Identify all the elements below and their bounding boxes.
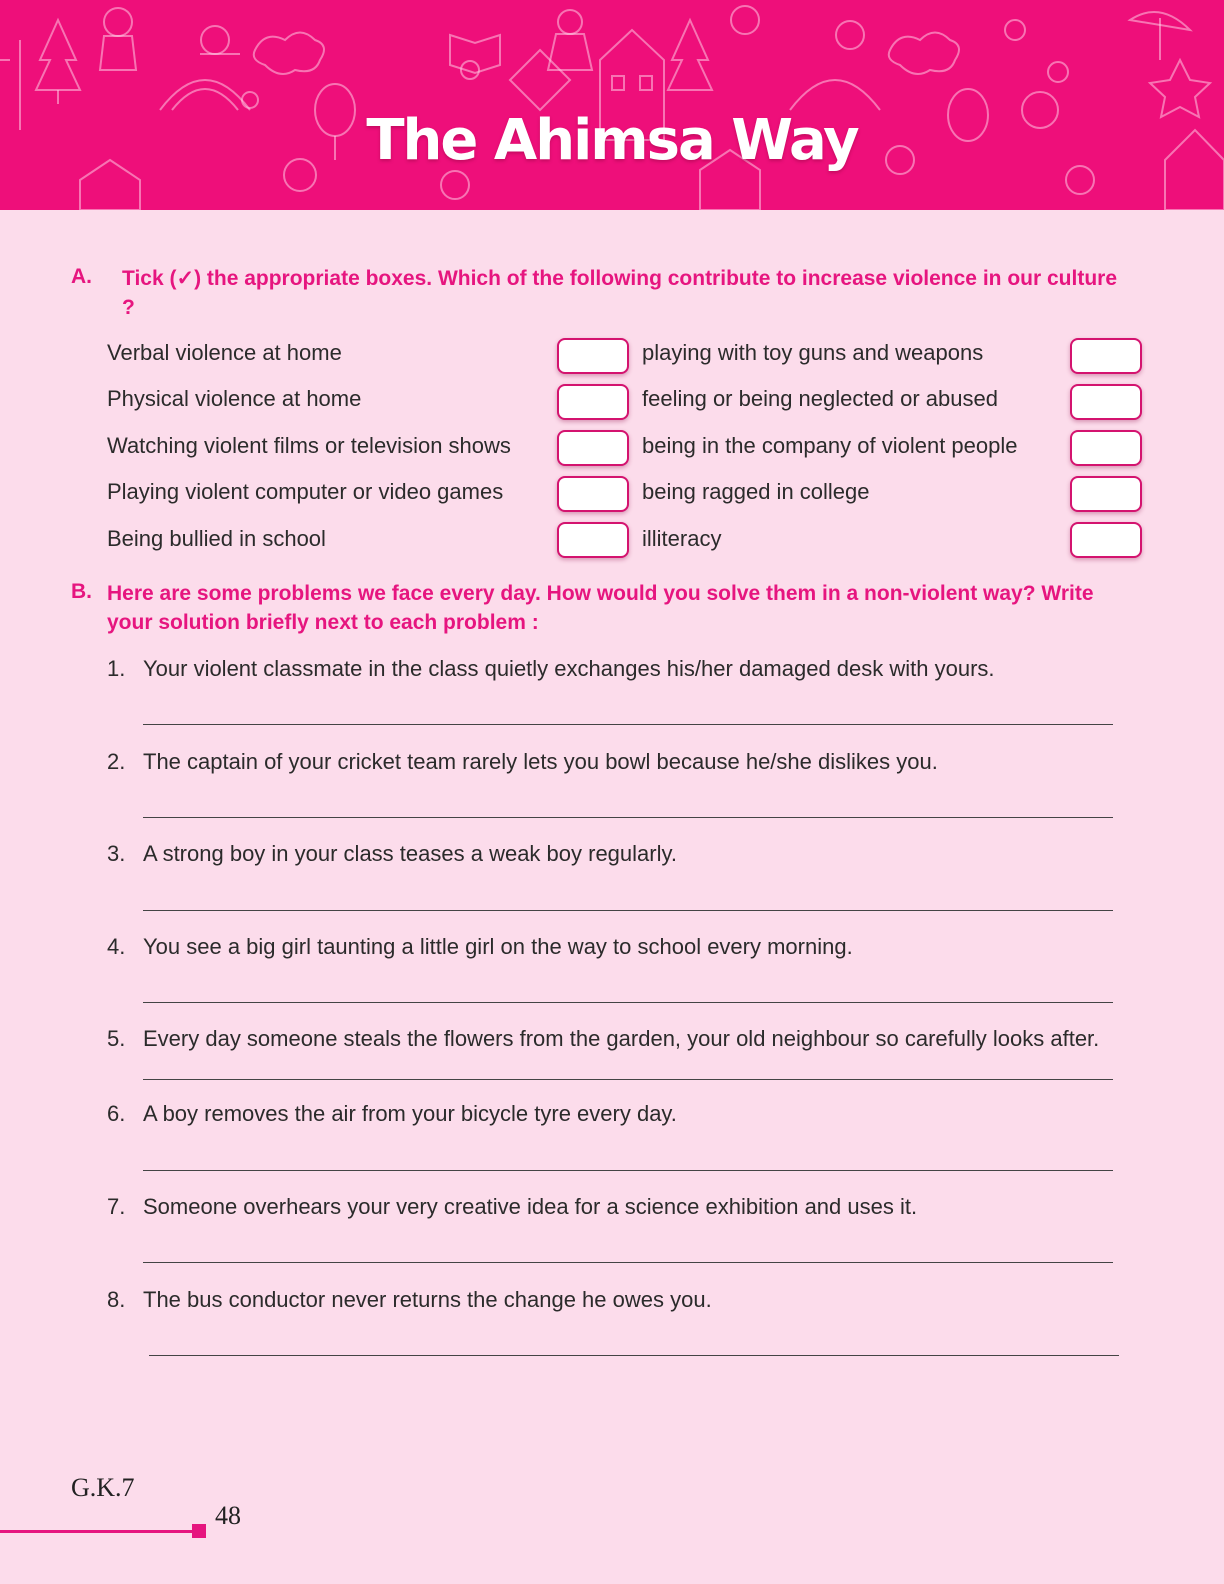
problem-number: 6. bbox=[107, 1101, 126, 1126]
section-b-letter: B. bbox=[71, 580, 92, 603]
problem-text: The captain of your cricket team rarely lets you bowl because he/she dislikes you. bbox=[143, 749, 938, 774]
answer-line-3[interactable] bbox=[143, 910, 1113, 911]
page-number: 48 bbox=[215, 1501, 241, 1530]
problem-number: 5. bbox=[107, 1026, 126, 1051]
footer-rule bbox=[0, 1530, 192, 1533]
book-code: G.K.7 bbox=[71, 1473, 135, 1502]
tick-box-left-1[interactable] bbox=[557, 338, 629, 374]
problem-text: A boy removes the air from your bicycle tyre every day. bbox=[143, 1101, 677, 1126]
option-left-3: Watching violent films or television shows bbox=[107, 433, 511, 458]
tick-box-right-4[interactable] bbox=[1070, 476, 1142, 512]
problem-text: You see a big girl taunting a little girl on the way to school every morning. bbox=[143, 934, 853, 959]
answer-line-1[interactable] bbox=[143, 724, 1113, 725]
section-a-letter: A. bbox=[71, 265, 92, 288]
problem-number: 3. bbox=[107, 841, 126, 866]
option-right-2: feeling or being neglected or abused bbox=[642, 386, 998, 411]
problem-number: 1. bbox=[107, 656, 126, 681]
option-left-4: Playing violent computer or video games bbox=[107, 479, 504, 504]
answer-line-2[interactable] bbox=[143, 817, 1113, 818]
problem-text: Your violent classmate in the class quietly exchanges his/her damaged desk with yours. bbox=[143, 656, 995, 681]
problem-text: The bus conductor never returns the change he owes you. bbox=[143, 1287, 712, 1312]
page-title: The Ahimsa Way bbox=[366, 108, 858, 173]
option-left-2: Physical violence at home bbox=[107, 386, 362, 411]
problem-number: 2. bbox=[107, 749, 126, 774]
problem-text: A strong boy in your class teases a weak boy regularly. bbox=[143, 841, 677, 866]
option-right-5: illiteracy bbox=[642, 526, 722, 551]
problem-number: 8. bbox=[107, 1287, 126, 1312]
tick-box-right-2[interactable] bbox=[1070, 384, 1142, 420]
tick-box-left-2[interactable] bbox=[557, 384, 629, 420]
answer-line-8[interactable] bbox=[149, 1355, 1119, 1356]
problem-text: Every day someone steals the flowers from the garden, your old neighbour so carefully looks after. bbox=[143, 1026, 1100, 1051]
option-left-5: Being bullied in school bbox=[107, 526, 326, 551]
tick-box-right-1[interactable] bbox=[1070, 338, 1142, 374]
answer-line-4[interactable] bbox=[143, 1002, 1113, 1003]
answer-line-6[interactable] bbox=[143, 1170, 1113, 1171]
problem-text: Someone overhears your very creative idea for a science exhibition and uses it. bbox=[143, 1194, 918, 1219]
problem-number: 7. bbox=[107, 1194, 126, 1219]
option-right-1: playing with toy guns and weapons bbox=[642, 340, 984, 365]
tick-box-right-5[interactable] bbox=[1070, 522, 1142, 558]
tick-box-left-5[interactable] bbox=[557, 522, 629, 558]
tick-box-left-4[interactable] bbox=[557, 476, 629, 512]
option-left-1: Verbal violence at home bbox=[107, 340, 342, 365]
section-a-heading: Tick (✓) the appropriate boxes. Which of the following contribute to increase violence in our culture ? bbox=[122, 267, 1117, 319]
tick-box-right-3[interactable] bbox=[1070, 430, 1142, 466]
problem-number: 4. bbox=[107, 934, 126, 959]
tick-box-left-3[interactable] bbox=[557, 430, 629, 466]
section-b-heading: Here are some problems we face every day. How would you solve them in a non-violent way? Write your solution briefly next to each problem : bbox=[107, 582, 1094, 634]
footer-square-icon bbox=[192, 1524, 206, 1538]
header-banner bbox=[0, 0, 1224, 210]
answer-line-5[interactable] bbox=[143, 1079, 1113, 1080]
doodle-pattern bbox=[0, 0, 1224, 210]
option-right-3: being in the company of violent people bbox=[642, 433, 1018, 458]
answer-line-7[interactable] bbox=[143, 1262, 1113, 1263]
option-right-4: being ragged in college bbox=[642, 479, 870, 504]
